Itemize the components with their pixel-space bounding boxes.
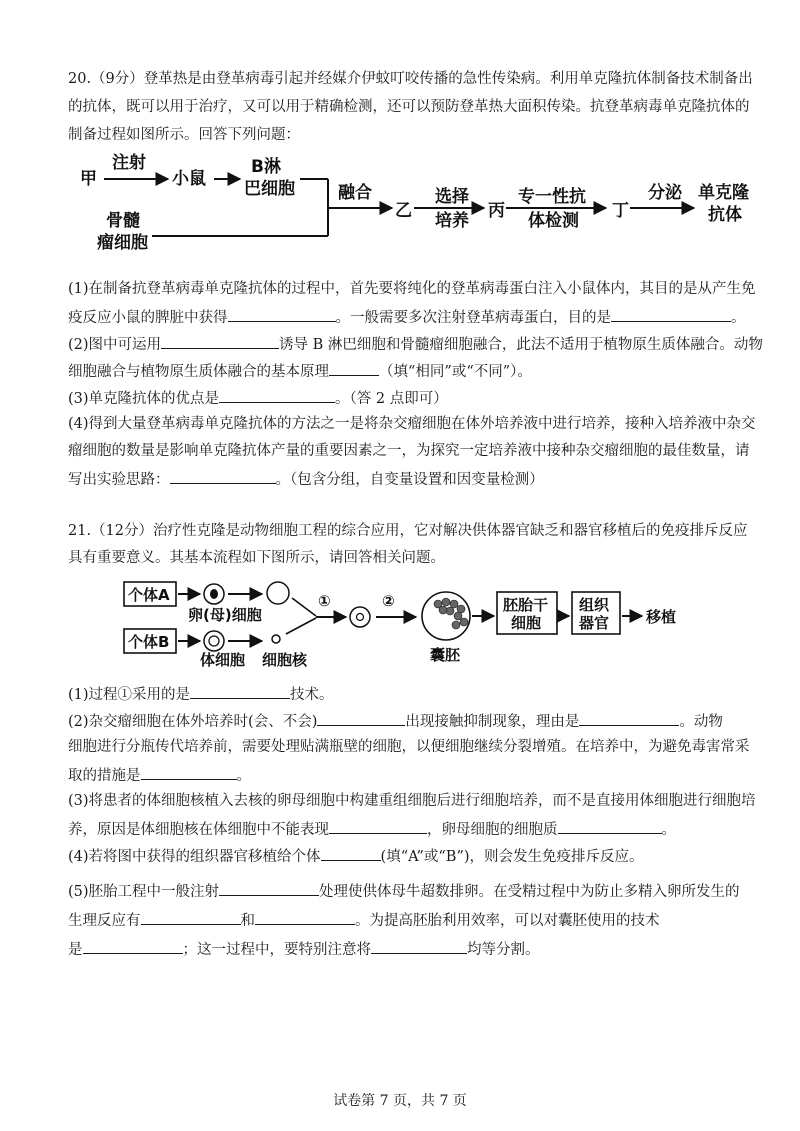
- q20-zhuanyi-2: 体检测: [528, 211, 579, 231]
- q21-p5-text-e: 。为提高胚胎利用效率，可以对囊胚使用的技术: [355, 913, 660, 929]
- q21-p1-text-a: (1)过程①采用的是: [68, 687, 191, 703]
- q20-blin-2: 巴细胞: [244, 179, 295, 199]
- q20-intro-line-1: 20.（9分）登革热是由登革病毒引起并经媒介伊蚊叮咬传播的急性传染病。利用单克隆抗体制备技术制备出: [68, 71, 753, 87]
- q21-gta: 个体A: [128, 586, 170, 604]
- q20-yi: 乙: [395, 201, 412, 221]
- q21-p3-text-b: ，卵母细胞的细胞质: [427, 822, 558, 838]
- q21-zu-1: 组织: [579, 596, 610, 614]
- q21-pei-2: 细胞: [511, 614, 542, 632]
- q21-body-cell: [204, 631, 224, 651]
- q20-p3-text-a: (3)单克隆抗体的优点是: [68, 391, 220, 407]
- q20-p2-text-b: 诱导 B 淋巴细胞和骨髓瘤细胞融合，此法不适用于植物原生质体融合。动物: [279, 337, 763, 353]
- q21-yizhi: 移植: [646, 608, 677, 626]
- q21-body-nucleus: [209, 636, 219, 646]
- q21-intro-line-2: 具有重要意义。其基本流程如下图所示，请回答相关问题。: [68, 550, 445, 566]
- q20-intro-line-3: 制备过程如图所示。回答下列问题：: [68, 127, 300, 143]
- q21-p5-text-h: 均等分割。: [467, 942, 540, 958]
- q21-p3-text-a: 养，原因是体细胞核在体细胞中不能表现: [68, 822, 329, 838]
- q20-intro-line-2: 的抗体，既可以用于治疗，又可以用于精确检测，还可以预防登革热大面积传染。抗登革病毒单克隆抗体的: [68, 99, 750, 115]
- q20-p1-line-1: (1)在制备抗登革病毒单克隆抗体的过程中，首先要将纯化的登革病毒蛋白注入小鼠体内，其目的是从产生免: [68, 281, 756, 297]
- answer-blank[interactable]: [190, 684, 290, 699]
- q20-p3-line: [68, 388, 448, 408]
- q20-p1-line-2: [68, 307, 746, 327]
- q20-p4-line-2: 瘤细胞的数量是影响单克隆抗体产量的重要因素之一，为探究一定培养液中接种杂交瘤细胞的最佳数量，请: [68, 443, 750, 459]
- q20-p2-line-1: [68, 334, 763, 354]
- answer-blank[interactable]: [321, 846, 381, 861]
- q21-enucleated-egg: [267, 582, 289, 604]
- q21-p4-text-b: (填“A”或“B”)，则会发生免疫排斥反应。: [380, 849, 644, 865]
- answer-blank[interactable]: [371, 939, 467, 954]
- q21-p2-text-d: 取的措施是: [68, 768, 141, 784]
- q21-zu-2: 器官: [579, 614, 610, 632]
- q21-flow-diagram: [0, 572, 800, 672]
- q21-p5-text-a: (5)胚胎工程中一般注射: [68, 884, 220, 900]
- q20-blin-1: B淋: [251, 157, 281, 177]
- answer-blank[interactable]: [255, 910, 355, 925]
- q20-p2-text-d: （填“相同”或“不同”）。: [379, 364, 532, 380]
- q21-hex: 细胞核: [262, 651, 308, 669]
- q21-p4-text-a: (4)若将图中获得的组织器官移植给个体: [68, 849, 321, 865]
- q20-p2-line-2: [68, 361, 532, 381]
- q20-fenmi: 分泌: [648, 183, 682, 203]
- q20-xuanze-2: 培养: [435, 211, 469, 231]
- q21-gtb: 个体B: [128, 633, 170, 651]
- q20-bing: 丙: [488, 201, 505, 221]
- q21-luan: 卵(母)细胞: [188, 606, 262, 624]
- q20-xuanze-1: 选择: [435, 187, 469, 207]
- q20-ronghe: 融合: [338, 183, 372, 203]
- q21-intro-line-1: 21.（12分）治疗性克隆是动物细胞工程的综合应用，它对解决供体器官缺乏和器官移植后的免疫排斥反应: [68, 523, 748, 539]
- answer-blank[interactable]: [579, 711, 679, 726]
- answer-blank[interactable]: [329, 819, 427, 834]
- q20-p1-text-b: 。一般需要多次注射登革病毒蛋白，目的是: [335, 310, 611, 326]
- q20-p4-line-1: (4)得到大量登革病毒单克隆抗体的方法之一是将杂交瘤细胞在体外培养液中进行培养，接种入培养液中杂交: [68, 416, 756, 432]
- answer-blank[interactable]: [228, 307, 336, 322]
- answer-blank[interactable]: [141, 910, 241, 925]
- q21-merge-lower: [286, 618, 316, 634]
- answer-blank[interactable]: [558, 819, 662, 834]
- q21-egg-nucleus: [210, 589, 218, 599]
- q21-nang: 囊胚: [430, 646, 461, 664]
- answer-blank[interactable]: [141, 765, 237, 780]
- q21-p3-text-c: 。: [661, 822, 676, 838]
- q21-p5-text-g: ；这一过程中，要特别注意将: [182, 942, 371, 958]
- q21-p5-text-d: 和: [240, 913, 255, 929]
- q20-zhuanyi-1: 专一性抗: [518, 187, 586, 207]
- q21-p2-text-a: (2)杂交瘤细胞在体外培养时(会、不会): [68, 714, 318, 730]
- q21-p2-line-2: 细胞进行分瓶传代培养前，需要处理贴满瓶壁的细胞，以便细胞继续分裂增殖。在培养中，为避免毒害常采: [68, 739, 750, 755]
- q21-step-2: ②: [382, 592, 395, 610]
- q21-step-1: ①: [318, 592, 331, 610]
- q21-reconstructed-nucleus: [357, 614, 364, 621]
- q21-p5-line-2: [68, 910, 660, 930]
- q21-p1-text-b: 技术。: [290, 687, 334, 703]
- answer-blank[interactable]: [329, 361, 379, 376]
- q20-p4-text-b: 。（包含分组，自变量设置和因变量检测）: [275, 472, 544, 488]
- q20-p1-text-a: 疫反应小鼠的脾脏中获得: [68, 310, 228, 326]
- q20-p1-text-c: 。: [731, 310, 746, 326]
- q21-reconstructed-cell: [350, 607, 370, 627]
- answer-blank[interactable]: [219, 388, 335, 403]
- q21-pei-1: 胚胎干: [503, 596, 549, 614]
- q20-xiaoshu: 小鼠: [172, 169, 206, 189]
- q20-gusui-2: 瘤细胞: [97, 233, 148, 253]
- q20-dan-2: 抗体: [708, 205, 742, 225]
- q21-p4-line: [68, 846, 644, 866]
- q20-p2-text-c: 细胞融合与植物原生质体融合的基本原理: [68, 364, 329, 380]
- q21-p5-line-3: [68, 939, 540, 959]
- q20-p3-text-b: 。（答 2 点即可）: [335, 391, 448, 407]
- q21-merge-upper: [292, 598, 316, 616]
- q21-ti: 体细胞: [200, 651, 246, 669]
- q20-p2-text-a: (2)图中可运用: [68, 337, 162, 353]
- q21-inner-cell-mass: [434, 598, 468, 629]
- q21-p2-line-3: [68, 765, 251, 785]
- q21-p5-text-b: 处理使供体母牛超数排卵。在受精过程中为防止多精入卵所发生的: [319, 884, 740, 900]
- q21-free-nucleus: [272, 635, 280, 643]
- q21-p1-line: [68, 684, 334, 704]
- answer-blank[interactable]: [219, 881, 319, 896]
- q21-p2-text-e: 。: [236, 768, 251, 784]
- answer-blank[interactable]: [611, 307, 731, 322]
- q20-gusui-1: 骨髓: [106, 211, 140, 231]
- q20-jia: 甲: [80, 169, 97, 189]
- answer-blank[interactable]: [170, 469, 276, 484]
- q21-p3-line-1: (3)将患者的体细胞核植入去核的卵母细胞中构建重组细胞后进行细胞培养，而不是直接用体细胞进行细胞培: [68, 793, 756, 809]
- q20-ding: 丁: [612, 201, 629, 221]
- q21-p5-text-f: 是: [68, 942, 83, 958]
- q21-p2-line-1: [68, 711, 723, 731]
- q21-p3-line-2: [68, 819, 676, 839]
- q20-zhushe: 注射: [112, 153, 146, 173]
- q20-p4-line-3: [68, 469, 544, 489]
- answer-blank[interactable]: [161, 334, 279, 349]
- q21-p5-line-1: [68, 881, 740, 901]
- page-footer: 试卷第 7 页，共 7 页: [333, 1093, 467, 1109]
- q21-p5-text-c: 生理反应有: [68, 913, 141, 929]
- q20-p4-text-a: 写出实验思路：: [68, 472, 170, 488]
- q20-flow-diagram: [0, 150, 800, 260]
- q20-dan-1: 单克隆: [698, 183, 749, 203]
- answer-blank[interactable]: [317, 711, 405, 726]
- q21-p2-text-c: 。动物: [679, 714, 723, 730]
- q21-p2-text-b: 出现接触抑制现象，理由是: [405, 714, 580, 730]
- answer-blank[interactable]: [83, 939, 183, 954]
